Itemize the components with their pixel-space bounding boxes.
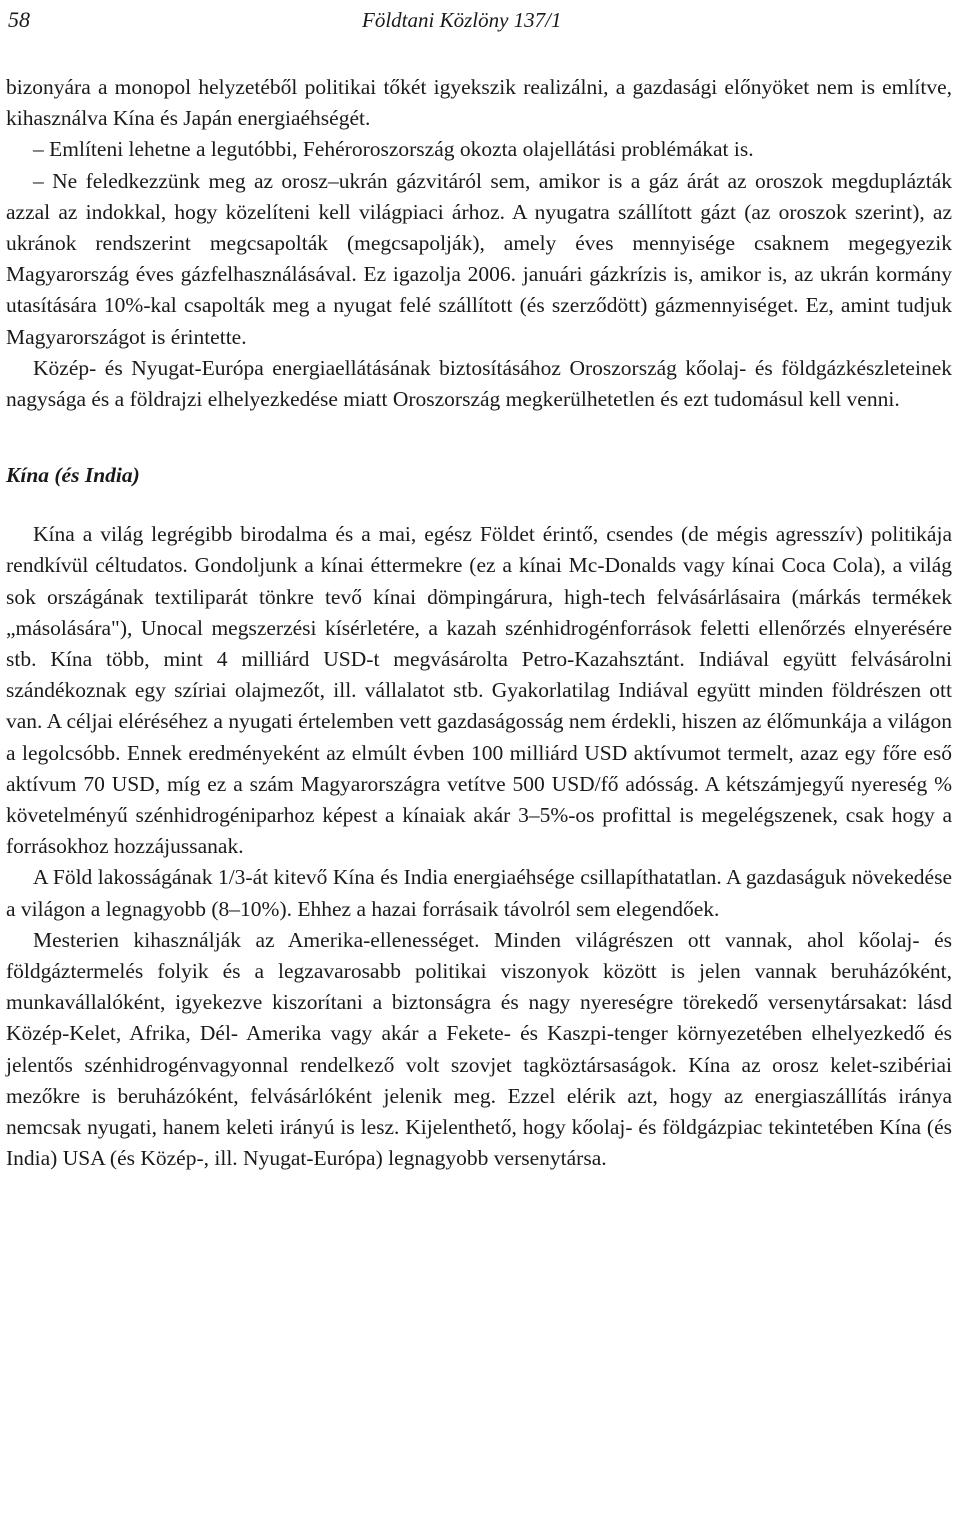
paragraph: Közép- és Nyugat-Európa energiaellátásának biztosításához Oroszország kőolaj- és földgázkészleteinek nagysága és a földrajzi elhelyezkedése miatt Oroszország megkerülhetetlen és ezt tudomásul kell venni. (6, 355, 952, 412)
page-number: 58 (8, 7, 30, 32)
paragraph: bizonyára a monopol helyzetéből politikai tőkét igyekszik realizálni, a gazdasági előnyöket nem is említve, kihasználva Kína és Japán energiaéhségét. (6, 75, 952, 131)
section-spacer (6, 415, 952, 460)
paragraph: – Említeni lehetne a legutóbbi, Fehéroroszország okozta olajellátási problémákat is. (33, 137, 754, 162)
paragraph: Mesterien kihasználják az Amerika-ellenességet. Minden világrészen ott vannak, ahol kőolaj- és földgáztermelés folyik és a legzavarosabb politikai viszonyok között is jelen vannak beruházóként, munkavállalóként, igyekezve kiszorítani a biztonságra és nagy nyereségre törekedő versenytársakat: lásd Közép-Kelet, Afrika, Dél- Amerika vagy akár a Fekete- és Kaszpi-tenger környezetében elhelyezkedő és jelentős szénhidrogénvagyonnal rendelkező volt szovjet tagköztársaságok. Kína az orosz kelet-szibériai mezőkre is beruházóként, felvásárlóként jelenik meg. Ezzel elérik azt, hogy az energiaszállítás iránya nemcsak nyugati, hanem keleti irányú is lesz. Kijelenthető, hogy kőolaj- és földgázpiac tekintetében Kína (és India) USA (és Közép-, ill. Nyugat-Európa) legnagyobb versenytársa. (6, 927, 952, 1171)
section-heading: Kína (és India) (6, 463, 140, 488)
paragraph: A Föld lakosságának 1/3-át kitevő Kína és India energiaéhsége csillapíthatatlan. A gazdaságuk növekedése a világon a legnagyobb (8–10%). Ehhez a hazai forrásaik távolról sem elegendőek. (6, 865, 952, 921)
article-body (6, 72, 952, 1175)
running-head (6, 0, 952, 40)
paragraph: – Ne feledkezzünk meg az orosz–ukrán gázvitáról sem, amikor is a gáz árát az oroszok megduplázták azzal az indokkal, hogy közelíteni kell világpiaci árhoz. A nyugatra szállított gázt (az oroszok szerint), az ukránok rendszerint megcsapolták (megcsapolják), amely éves mennyisége csaknem megegyezik Magyarország éves gázfelhasználásával. Ez igazolja 2006. januári gázkrízis is, amikor is, az ukrán kormány utasítására 10%-kal csapolták meg a nyugat felé szállított (és szerződött) gázmennyiséget. Ez, amint tudjuk Magyarországot is érintette. (6, 168, 952, 349)
journal-title: Földtani Közlöny 137/1 (362, 8, 562, 32)
paragraph: Kína a világ legrégibb birodalma és a mai, egész Földet érintő, csendes (de mégis agresszív) politikája rendkívül céltudatos. Gondoljunk a kínai éttermekre (ez a kínai Mc-Donalds vagy kínai Coca Cola), a világ sok országának textiliparát tönkre tevő kínai dömpingárura, high-tech felvásárlásaira (márkás termékek „másolására"), Unocal megszerzési kísérletére, a kazah szénhidrogénforrások feletti ellenőrzés elnyerésére stb. Kína több, mint 4 milliárd USD-t megvásárolta Petro-Kazahsztánt. Indiával együtt felvásárolni szándékoznak egy szíriai olajmezőt, ill. vállalatot stb. Gyakorlatilag Indiával együtt minden földrészen ott van. A céljai eléréséhez a nyugati értelemben vett gazdaságosság nem érdekli, hiszen az élőmunkája a világon a legolcsóbb. Ennek eredményeként az elmúlt évben 100 milliárd USD aktívumot termelt, azaz egy főre eső aktívum 70 USD, míg ez a szám Magyarországra vetítve 500 USD/fő adósság. A kétszámjegyű nyereség % követelményű szénhidrogéniparhoz képest a kínaiak akár 3–5%-os profittal is megelégszenek, csak hogy a forrásokhoz hozzájussanak. (6, 522, 952, 859)
section-spacer (6, 505, 952, 519)
